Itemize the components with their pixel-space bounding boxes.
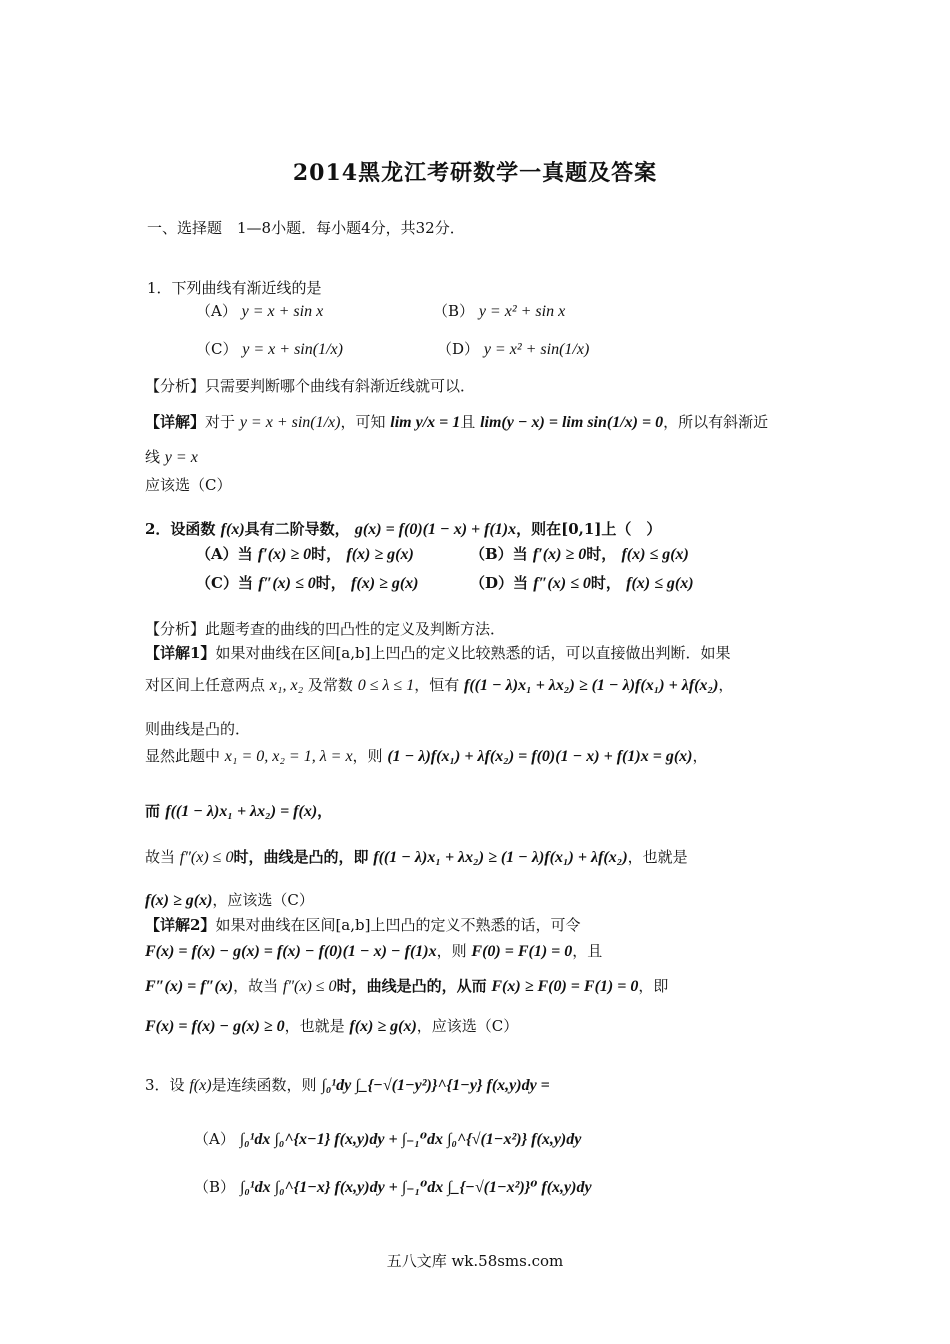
q2-detail1-text-7: 显然此题中 (145, 747, 221, 765)
q1-detail-text-1: 对于 (205, 413, 236, 431)
q2-detail2-text-1: 如果对曲线在区间[a,b]上凹凸的定义不熟悉的话，可令 (215, 916, 581, 934)
q1-option-c-label: （C） (196, 340, 238, 358)
q1-option-c (196, 338, 343, 359)
q2-detail1-text-13: 时，曲线是凸的，即 (233, 848, 369, 866)
q3-stem-expr-2: ∫₀¹dy ∫_{−√(1−y²)}^{1−y} f(x,y)dy = (321, 1077, 550, 1094)
q2-detail2-text-6: ，即 (638, 977, 669, 995)
q2-detail2-text-2: ，则 (436, 942, 467, 960)
q2-option-a-expr: f′(x) ≥ 0 (257, 546, 312, 563)
q2-detail1-expr-6: f((1 − λ)x₁ + λx₂) = f(x) (165, 803, 318, 820)
q2-option-d-text: 时， (590, 574, 621, 592)
q3-stem-text-1: 3．设 (145, 1076, 185, 1094)
q3-option-b-label: （B） (194, 1178, 236, 1196)
q1-option-b-expr: y = x² + sin x (478, 303, 566, 320)
q2-option-c (196, 572, 418, 593)
q2-detail2-expr-7: f(x) ≥ g(x) (349, 1018, 417, 1035)
q2-option-a-label: （A）当 (196, 545, 253, 563)
q2-detail2-text-7: ，也就是 (284, 1017, 345, 1035)
q2-detail2-expr-6: F(x) = f(x) − g(x) ≥ 0 (145, 1018, 285, 1035)
q1-option-d-label: （D） (437, 340, 480, 358)
q2-detail1-expr-5: (1 − λ)f(x₁) + λf(x₂) = f(0)(1 − x) + f(1)x = g(x) (387, 748, 693, 765)
q2-detail1-expr-4: x₁ = 0, x₂ = 1, λ = x (224, 748, 353, 765)
q1-detail-text-3: 且 (460, 413, 476, 431)
q2-detail1-line4 (145, 745, 707, 766)
q1-detail-expr-4: y = x (164, 449, 198, 466)
q2-stem (145, 518, 661, 539)
q2-option-b-expr2: f(x) ≤ g(x) (621, 546, 689, 563)
q1-option-d-expr: y = x² + sin(1/x) (483, 341, 590, 358)
q2-detail1-text-9: ， (692, 747, 708, 765)
q1-detail-text-5: 线 (145, 448, 161, 466)
q2-option-c-label: （C）当 (196, 574, 253, 592)
q3-option-a (194, 1128, 581, 1149)
q2-detail1-line2 (145, 674, 733, 695)
q2-detail1-expr-1: x₁, x₂ (269, 677, 304, 694)
q1-detail-label: 【详解】 (145, 413, 206, 431)
q2-detail1-text-15: ，应该选（C） (212, 891, 314, 909)
q1-analysis: 【分析】只需要判断哪个曲线有斜渐近线就可以． (145, 377, 476, 395)
q3-stem-expr-1: f(x) (189, 1077, 212, 1094)
q2-detail1-expr-7: f″(x) ≤ 0 (179, 849, 234, 866)
q2-detail1-text-14: ，也就是 (627, 848, 688, 866)
q2-detail1-text-11: ， (317, 802, 333, 820)
q2-detail1-text-2: 对区间上任意两点 (145, 676, 266, 694)
q2-detail2-expr-2: F(0) = F(1) = 0 (471, 943, 573, 960)
q1-answer: 应该选（C） (145, 476, 232, 494)
q2-option-d-label: （D）当 (470, 574, 529, 592)
q2-stem-expr-1: f(x) (220, 521, 245, 538)
q2-detail1-text-4: ，恒有 (414, 676, 460, 694)
q2-detail2-line3 (145, 975, 668, 996)
q2-detail2-label: 【详解2】 (145, 916, 216, 934)
q3-option-a-label: （A） (194, 1130, 235, 1148)
q1-detail-line2 (145, 446, 198, 467)
q2-detail1-line1 (145, 642, 730, 663)
document-title: 2014黑龙江考研数学一真题及答案 (292, 160, 658, 186)
q1-stem: 1．下列曲线有渐近线的是 (147, 279, 322, 297)
q2-option-b-text: 时， (586, 545, 617, 563)
q2-detail1-text-3: 及常数 (307, 676, 353, 694)
q2-detail2-text-4: ，故当 (233, 977, 279, 995)
q2-stem-text-2: 具有二阶导数， (244, 520, 350, 538)
q2-option-b-expr: f′(x) ≥ 0 (532, 546, 587, 563)
q2-option-a (196, 543, 414, 564)
q1-detail-expr-2: lim y/x = 1 (390, 414, 461, 431)
q2-detail1-expr-2: 0 ≤ λ ≤ 1 (357, 677, 415, 694)
q2-detail1-text-10: 而 (145, 802, 161, 820)
q1-option-a-expr: y = x + sin x (241, 303, 324, 320)
q2-detail2-expr-3: F″(x) = f″(x) (145, 978, 234, 995)
q2-analysis: 【分析】此题考查的曲线的凹凸性的定义及判断方法． (145, 620, 506, 638)
q2-detail2-text-3: ，且 (572, 942, 603, 960)
q1-detail (145, 411, 768, 432)
q2-detail1-line5 (145, 800, 332, 821)
q2-detail1-text-8: ，则 (352, 747, 383, 765)
q2-detail1-label: 【详解1】 (145, 644, 216, 662)
q1-option-c-expr: y = x + sin(1/x) (242, 341, 343, 358)
page-footer: 五八文库 wk.58sms.com (386, 1252, 564, 1270)
q2-option-c-expr2: f(x) ≥ g(x) (351, 575, 419, 592)
q3-stem-text-2: 是连续函数，则 (211, 1076, 317, 1094)
q2-detail2-line1 (145, 914, 580, 935)
q2-detail1-text-5: ， (718, 676, 734, 694)
q2-option-d-expr2: f(x) ≤ g(x) (626, 575, 694, 592)
q2-stem-text-3: ，则在[0,1]上（ ） (516, 520, 662, 538)
q1-option-b (433, 300, 565, 321)
q2-detail2-text-5: 时，曲线是凸的，从而 (336, 977, 487, 995)
q2-option-c-text: 时， (315, 574, 346, 592)
q2-detail1-line3: 则曲线是凸的． (145, 720, 251, 738)
q2-detail1-line7 (145, 889, 314, 910)
q2-detail1-text-1: 如果对曲线在区间[a,b]上凹凸的定义比较熟悉的话，可以直接做出判断．如果 (215, 644, 731, 662)
q2-detail2-text-8: ，应该选（C） (416, 1017, 519, 1035)
q2-stem-expr-2: g(x) = f(0)(1 − x) + f(1)x (354, 521, 517, 538)
q2-detail2-expr-4: f″(x) ≤ 0 (282, 978, 337, 995)
q2-detail1-text-12: 故当 (145, 848, 176, 866)
q3-option-b (194, 1176, 592, 1197)
q2-detail1-line6 (145, 846, 688, 867)
q1-detail-expr-1: y = x + sin(1/x) (239, 414, 341, 431)
q2-option-d-expr: f″(x) ≤ 0 (533, 575, 591, 592)
q2-stem-text-1: 2．设函数 (145, 520, 216, 538)
q2-detail2-expr-1: F(x) = f(x) − g(x) = f(x) − f(0)(1 − x) − f(1)x (145, 943, 437, 960)
q2-detail1-expr-3: f((1 − λ)x₁ + λx₂) ≥ (1 − λ)f(x₁) + λf(x₂) (464, 677, 719, 694)
q2-option-a-text: 时， (311, 545, 342, 563)
q2-detail2-line4 (145, 1015, 518, 1036)
q2-option-b-label: （B）当 (470, 545, 528, 563)
q2-detail2-expr-5: F(x) ≥ F(0) = F(1) = 0 (491, 978, 639, 995)
q2-detail1-expr-9: f(x) ≥ g(x) (145, 892, 213, 909)
q1-detail-expr-3: lim(y − x) = lim sin(1/x) = 0 (480, 414, 664, 431)
q2-detail1-expr-8: f((1 − λ)x₁ + λx₂) ≥ (1 − λ)f(x₁) + λf(x₂) (373, 849, 628, 866)
q1-detail-text-2: ，可知 (340, 413, 386, 431)
q1-option-a (196, 300, 323, 321)
q2-detail2-line2 (145, 940, 602, 961)
q1-option-b-label: （B） (433, 302, 475, 320)
q3-option-a-expr: ∫₀¹dx ∫₀^{x−1} f(x,y)dy + ∫₋₁⁰dx ∫₀^{√(1−x²)} f(x,y)dy (239, 1131, 582, 1148)
q2-option-b (470, 543, 689, 564)
q3-option-b-expr: ∫₀¹dx ∫₀^{1−x} f(x,y)dy + ∫₋₁⁰dx ∫_{−√(1−x²)}⁰ f(x,y)dy (239, 1179, 592, 1196)
q1-detail-text-4: ，所以有斜渐近 (663, 413, 769, 431)
q2-option-c-expr: f″(x) ≤ 0 (258, 575, 316, 592)
q2-option-d (470, 572, 694, 593)
q1-option-a-label: （A） (196, 302, 237, 320)
section-heading: 一、选择题 1—8小题．每小题4分，共32分． (147, 219, 465, 237)
q2-option-a-expr2: f(x) ≥ g(x) (346, 546, 414, 563)
q3-stem (145, 1074, 550, 1095)
q1-option-d (437, 338, 589, 359)
